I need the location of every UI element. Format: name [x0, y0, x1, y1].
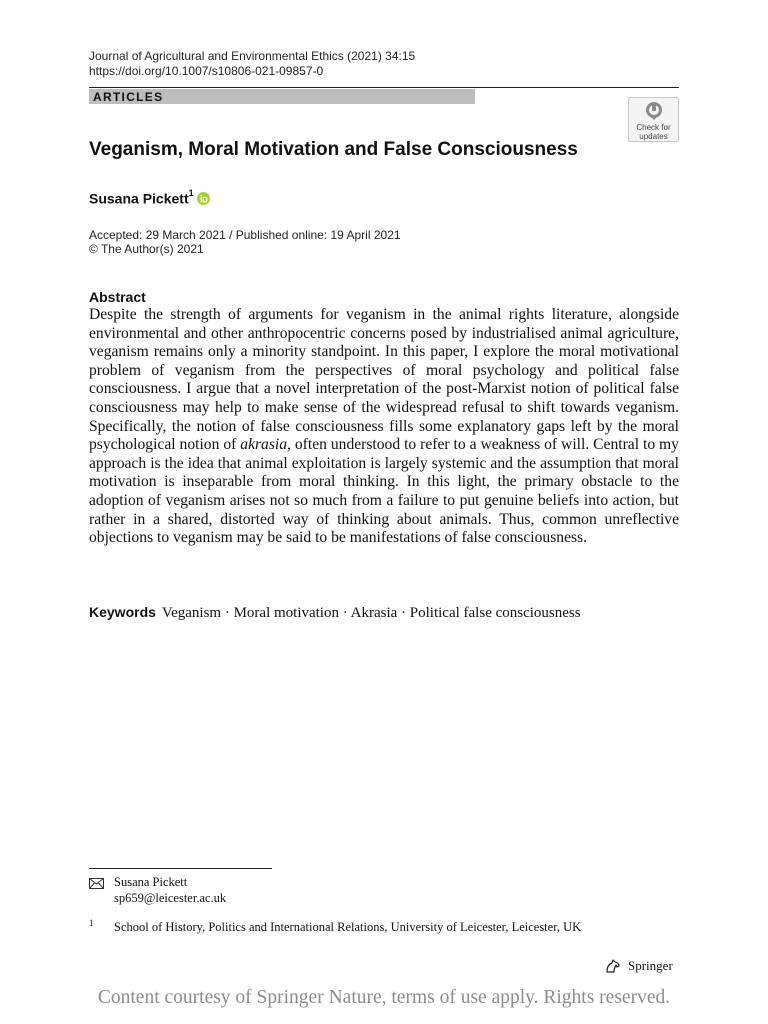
publisher-name: Springer [628, 958, 673, 974]
affiliation-text: School of History, Politics and International Relations, University of Leicester, Leicester, UK [114, 920, 582, 934]
author-name: Susana Pickett [89, 190, 189, 207]
check-for-updates-badge[interactable] [628, 97, 679, 142]
copyright-notice: © The Author(s) 2021 [89, 242, 204, 256]
courtesy-watermark: Content courtesy of Springer Nature, terms of use apply. Rights reserved. [97, 987, 671, 1008]
abstract-text-part-1: Despite the strength of arguments for veganism in the animal rights literature, alongside environmental and other anthropocentric concerns posed by industrialised animal agriculture, veganism remains only a minority standpoint. In this paper, I explore the moral motivational problem of veganism from the perspectives of moral psychology and political false consciousness. I argue that a novel interpretation of the post-Marxist notion of political false consciousness may help to make sense of the widespread refusal to shift towards veganism. Specifically, the notion of false consciousness fills some explanatory gaps left by the moral psychological notion of [89, 306, 679, 454]
keywords-label: Keywords [89, 604, 156, 620]
publication-dates: Accepted: 29 March 2021 / Published online: 19 April 2021 [89, 228, 401, 242]
doi-link[interactable]: https://doi.org/10.1007/s10806-021-09857-0 [89, 64, 324, 78]
article-title: Veganism, Moral Motivation and False Consciousness [89, 139, 578, 160]
section-label: ARTICLES [93, 90, 164, 104]
abstract-text [89, 306, 679, 548]
springer-horse-icon [604, 958, 622, 974]
envelope-icon [89, 878, 104, 889]
check-updates-label: Check for updates [636, 123, 671, 141]
contact-email[interactable]: sp659@leicester.ac.uk [114, 891, 227, 905]
keywords-line [89, 603, 581, 623]
abstract-text-part-2: , often understood to refer to a weakness of will. Central to my approach is the idea that animal exploitation is largely systemic and the assumption that moral motivation is inseparable from moral thinking. In this light, the primary obstacle to the adoption of veganism arises not so much from a failure to put genuine beliefs into action, but rather in a shared, distorted way of thinking about animals. Thus, common unreflective objections to veganism may be said to be manifestations of false consciousness. [89, 436, 679, 547]
springer-logo [604, 957, 673, 975]
keywords-list: Veganism · Moral motivation · Akrasia · Political false consciousness [161, 605, 581, 621]
author-affiliation-marker: 1 [188, 188, 194, 198]
author-line [89, 186, 210, 208]
abstract-italic-term: akrasia [240, 436, 288, 454]
header-rule [89, 87, 679, 88]
check-updates-icon [645, 101, 663, 121]
affiliation-number: 1 [89, 918, 94, 928]
orcid-icon[interactable] [197, 191, 210, 209]
footnote-rule [89, 868, 272, 869]
abstract-heading: Abstract [89, 289, 146, 305]
journal-citation: Journal of Agricultural and Environmental Ethics (2021) 34:15 [89, 49, 416, 63]
contact-name: Susana Pickett [114, 875, 188, 889]
